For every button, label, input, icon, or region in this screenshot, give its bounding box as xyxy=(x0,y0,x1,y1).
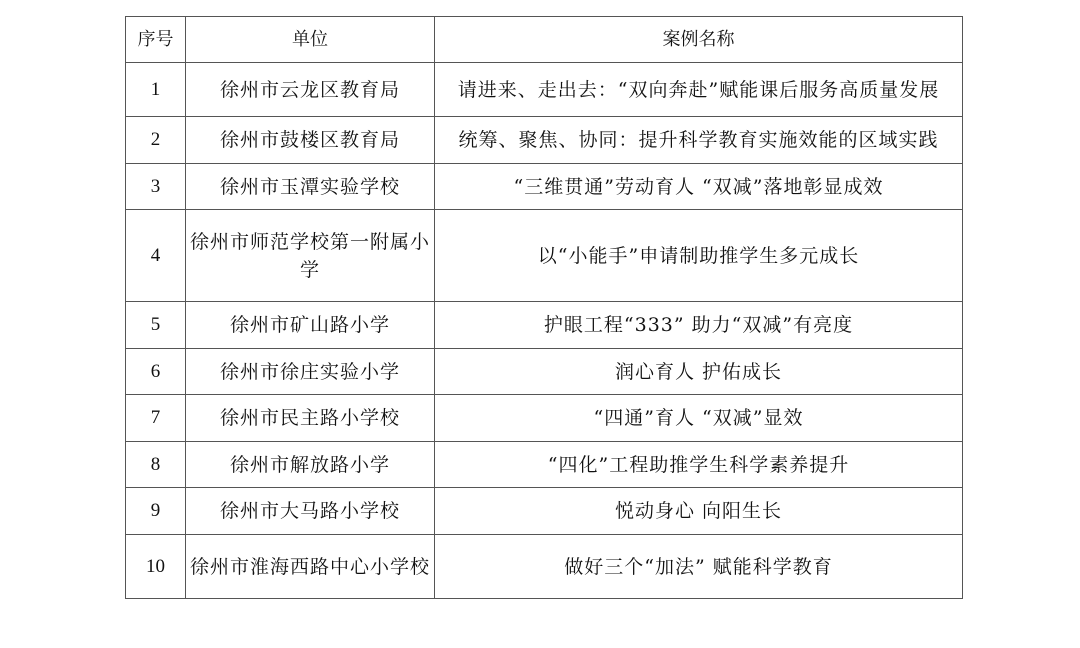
table-row xyxy=(126,349,963,395)
row-case-name: 统筹、聚焦、协同：提升科学教育实施效能的区域实践 xyxy=(435,117,963,164)
header-case-name: 案例名称 xyxy=(435,17,963,63)
row-case-name: 请进来、走出去：“双向奔赴”赋能课后服务高质量发展 xyxy=(435,63,963,117)
row-index: 6 xyxy=(126,349,186,395)
row-index: 4 xyxy=(126,210,186,302)
table-header-row xyxy=(126,17,963,63)
table-row xyxy=(126,302,963,349)
row-index: 1 xyxy=(126,63,186,117)
table-row xyxy=(126,63,963,117)
row-case-name: 悦动身心 向阳生长 xyxy=(435,488,963,535)
header-unit: 单位 xyxy=(186,17,435,63)
row-index: 9 xyxy=(126,488,186,535)
row-index: 10 xyxy=(126,535,186,599)
row-case-name: 做好三个“加法” 赋能科学教育 xyxy=(435,535,963,599)
row-unit: 徐州市解放路小学 xyxy=(186,442,435,488)
row-unit: 徐州市鼓楼区教育局 xyxy=(186,117,435,164)
table-row xyxy=(126,535,963,599)
table-row xyxy=(126,210,963,302)
row-index: 8 xyxy=(126,442,186,488)
row-index: 2 xyxy=(126,117,186,164)
row-unit: 徐州市民主路小学校 xyxy=(186,395,435,442)
row-index: 7 xyxy=(126,395,186,442)
row-unit: 徐州市淮海西路中心小学校 xyxy=(186,535,435,599)
row-case-name: “四通”育人 “双减”显效 xyxy=(435,395,963,442)
row-case-name: 润心育人 护佑成长 xyxy=(435,349,963,395)
row-unit: 徐州市玉潭实验学校 xyxy=(186,164,435,210)
row-case-name: “四化”工程助推学生科学素养提升 xyxy=(435,442,963,488)
row-case-name: 以“小能手”申请制助推学生多元成长 xyxy=(435,210,963,302)
case-list-table xyxy=(125,16,963,599)
row-unit: 徐州市云龙区教育局 xyxy=(186,63,435,117)
row-unit: 徐州市徐庄实验小学 xyxy=(186,349,435,395)
header-index: 序号 xyxy=(126,17,186,63)
table-row xyxy=(126,395,963,442)
row-index: 3 xyxy=(126,164,186,210)
row-unit: 徐州市矿山路小学 xyxy=(186,302,435,349)
row-unit: 徐州市大马路小学校 xyxy=(186,488,435,535)
table-row xyxy=(126,488,963,535)
row-unit: 徐州市师范学校第一附属小学 xyxy=(186,210,435,302)
row-index: 5 xyxy=(126,302,186,349)
table-row xyxy=(126,164,963,210)
table-row xyxy=(126,117,963,164)
row-case-name: “三维贯通”劳动育人 “双减”落地彰显成效 xyxy=(435,164,963,210)
table-row xyxy=(126,442,963,488)
row-case-name: 护眼工程“333” 助力“双减”有亮度 xyxy=(435,302,963,349)
